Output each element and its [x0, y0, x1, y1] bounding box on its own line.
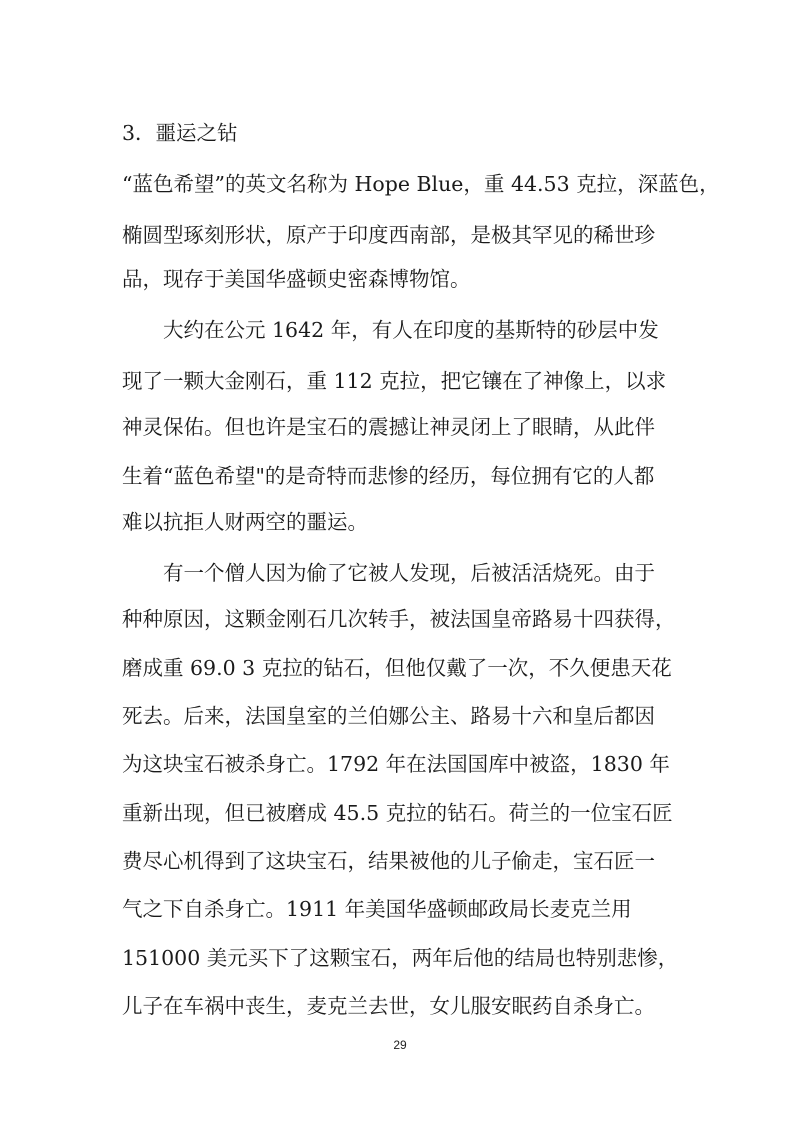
text-line-2: 椭圆型琢刻形状，原产于印度西南部，是极其罕见的稀世珍 — [122, 223, 655, 247]
text-line-17: 151000 美元买下了这颗宝石，两年后他的结局也特别悲惨， — [122, 946, 679, 970]
text-line-13: 为这块宝石被杀身亡。1792 年在法国国库中被盗，1830 年 — [122, 752, 670, 776]
text-line-4: 大约在公元 1642 年，有人在印度的基斯特的砂层中发 — [163, 318, 659, 342]
section-heading: 3．噩运之钻 — [122, 121, 238, 145]
text-line-12: 死去。后来，法国皇室的兰伯娜公主、路易十六和皇后都因 — [122, 704, 655, 728]
text-line-5: 现了一颗大金刚石，重 112 克拉，把它镶在了神像上，以求 — [122, 369, 667, 393]
text-line-9: 有一个僧人因为偷了它被人发现，后被活活烧死。由于 — [163, 561, 655, 585]
text-line-18: 儿子在车祸中丧生，麦克兰去世，女儿服安眠药自杀身亡。 — [122, 994, 655, 1018]
page-number: 29 — [393, 1038, 407, 1052]
text-line-7: 生着“蓝色希望"的是奇特而悲惨的经历，每位拥有它的人都 — [122, 464, 655, 488]
text-line-15: 费尽心机得到了这块宝石，结果被他的儿子偷走，宝石匠一 — [122, 849, 655, 873]
text-line-11: 磨成重 69.0 3 克拉的钻石，但他仅戴了一次，不久便患天花 — [122, 656, 672, 680]
text-line-8: 难以抗拒人财两空的噩运。 — [122, 510, 368, 534]
text-line-6: 神灵保佑。但也许是宝石的震撼让神灵闭上了眼睛，从此伴 — [122, 415, 655, 439]
text-line-16: 气之下自杀身亡。1911 年美国华盛顿邮政局长麦克兰用 — [122, 897, 632, 921]
text-line-14: 重新出现，但已被磨成 45.5 克拉的钻石。荷兰的一位宝石匠 — [122, 801, 673, 825]
text-line-1: “蓝色希望”的英文名称为 Hope Blue，重 44.53 克拉，深蓝色， — [122, 172, 720, 196]
text-line-10: 种种原因，这颗金刚石几次转手，被法国皇帝路易十四获得， — [122, 607, 676, 631]
text-line-3: 品，现存于美国华盛顿史密森博物馆。 — [122, 267, 471, 291]
